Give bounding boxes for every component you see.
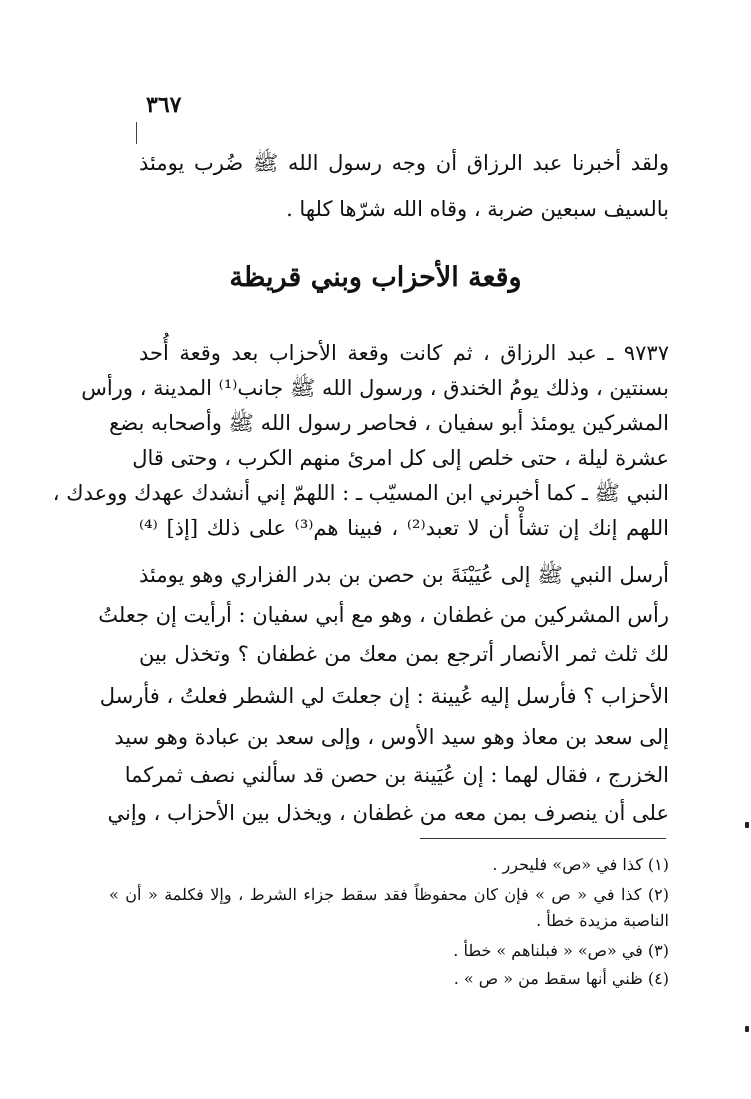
body-line: الخزرج ، فقال لهما : إن عُيَينة بن حصن قد سألني نصف ثمركما [124,763,669,787]
section-heading: وقعة الأحزاب وبني قريظة [229,262,522,293]
body-line: اللهم إنك إن تشأْ أن لا تعبد⁽²⁾ ، فبينا هم⁽³⁾ على ذلك [إذ] ⁽⁴⁾ [139,516,669,540]
body-line: أرسل النبي ﷺ إلى عُيَيْنَةَ بن حصن بن بدر الفزاري وهو يومئذ [139,563,669,587]
footnote-1: (١) كذا في «ص» فليحرر . [492,855,669,874]
intro-line: ولقد أخبرنا عبد الرزاق أن وجه رسول الله ﷺ ضُرب يومئذ [139,151,669,175]
body-line: ٩٧٣٧ ـ عبد الرزاق ، ثم كانت وقعة الأحزاب بعد وقعة أُحد [139,341,669,365]
footnote-2: (٢) كذا في « ص » فإن كان محفوظاً فقد سقط جزاء الشرط ، وإلا فكلمة « أن » [109,885,669,904]
intro-line: بالسيف سبعين ضربة ، وقاه الله شرّها كلها . [286,197,669,221]
margin-mark [136,122,137,144]
body-line: النبي ﷺ ـ كما أخبرني ابن المسيّب ـ : اللهمّ إني أنشدك عهدك ووعدك ، [52,481,669,505]
footnote-separator [420,838,666,839]
scan-speck [745,822,749,828]
body-line: المشركين يومئذ أبو سفيان ، فحاصر رسول الله ﷺ وأصحابه بضع [109,411,669,435]
body-line: لك ثلث ثمر الأنصار أترجع بمن معك من غطفان ؟ وتخذل بين [139,642,669,666]
body-line: عشرة ليلة ، حتى خلص إلى كل امرئ منهم الكرب ، وحتى قال [132,446,669,470]
scan-speck [745,1026,749,1032]
body-line: رأس المشركين من غطفان ، وهو مع أبي سفيان : أرأيت إن جعلتُ [98,603,669,627]
body-line: الأحزاب ؟ فأرسل إليه عُيينة : إن جعلتَ لي الشطر فعلتُ ، فأرسل [99,684,669,708]
page-number: ٣٦٧ [146,92,182,118]
body-line: إلى سعد بن معاذ وهو سيد الأوس ، وإلى سعد بن عبادة وهو سيد [114,725,669,749]
body-line: بسنتين ، وذلك يومُ الخندق ، ورسول الله ﷺ جانب⁽¹⁾ المدينة ، ورأس [81,376,669,400]
footnote-3: (٣) في «ص» « فبلناهم » خطأ . [453,941,669,960]
body-line: على أن ينصرف بمن معه من غطفان ، ويخذل بين الأحزاب ، وإني [107,801,669,825]
footnote-2-continued: الناصبة مزيدة خطأ . [536,911,669,930]
footnote-4: (٤) ظني أنها سقط من « ص » . [453,969,669,988]
